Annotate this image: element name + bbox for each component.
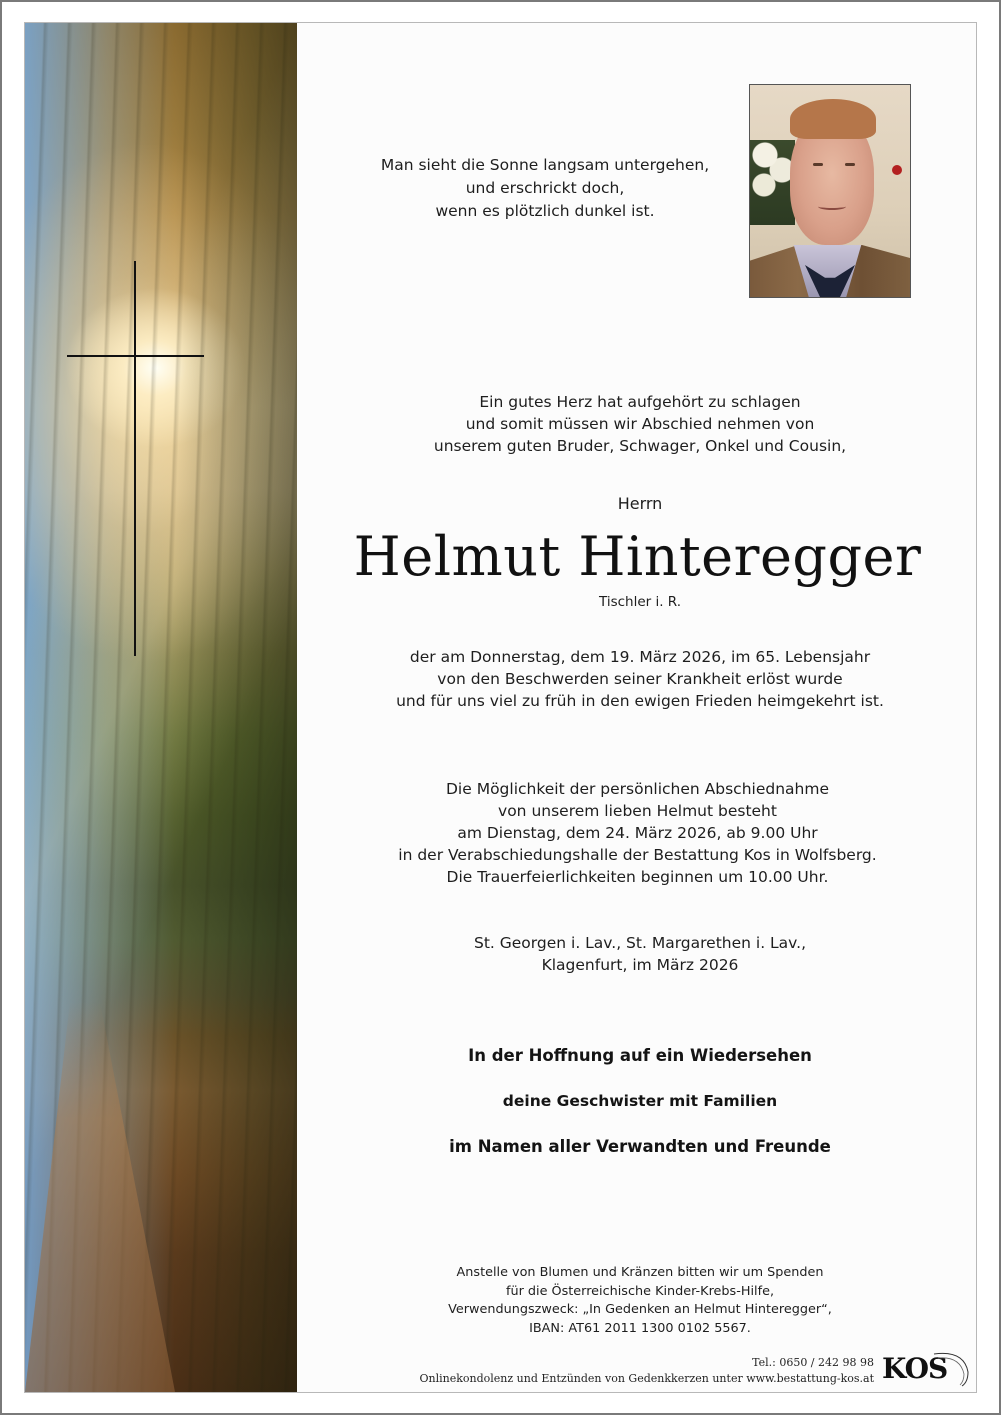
farewell-line: Die Trauerfeierlichkeiten beginnen um 10.00 Uhr. [446, 868, 829, 886]
donation-line: IBAN: AT61 2011 1300 0102 5567. [529, 1320, 751, 1336]
donation-note [340, 1264, 940, 1338]
mouth [818, 203, 846, 210]
funeral-home-phone: Tel.: 0650 / 242 98 98 [752, 1356, 874, 1369]
deceased-profession: Tischler i. R. [598, 594, 681, 610]
death-notice [340, 646, 940, 712]
forest-photo [25, 23, 297, 1392]
death-line: und für uns viel zu früh in den ewigen Frieden heimgekehrt ist. [396, 692, 884, 710]
intro-line: unserem guten Bruder, Schwager, Onkel und Cousin, [433, 437, 847, 455]
portrait-photo [749, 84, 911, 298]
farewell-line: Die Möglichkeit der persönlichen Abschiednahme [445, 780, 829, 798]
rose [892, 165, 902, 175]
intro-text [340, 391, 940, 457]
closing-family: deine Geschwister mit Familien [502, 1092, 778, 1110]
kos-logo [882, 1348, 972, 1388]
eye-left [813, 163, 823, 166]
donation-line: Verwendungszweck: „In Gedenken an Helmut Hinteregger“, [448, 1302, 832, 1317]
cross-icon-crossbar [67, 355, 204, 357]
intro-line: Ein gutes Herz hat aufgehört zu schlagen [479, 393, 801, 411]
donation-line: für die Österreichische Kinder-Krebs-Hilfe, [505, 1283, 775, 1299]
donation-line: Anstelle von Blumen und Kränzen bitten wir um Spenden [456, 1265, 824, 1280]
farewell-info [300, 778, 975, 888]
farewell-line: am Dienstag, dem 24. März 2026, ab 9.00 Uhr [457, 824, 818, 842]
motto-line: Man sieht die Sonne langsam untergehen, [380, 156, 710, 174]
kos-logo-text: KOS [882, 1352, 948, 1385]
deceased-name: Helmut Hinteregger [353, 525, 922, 588]
place-line: Klagenfurt, im März 2026 [541, 956, 739, 974]
salutation: Herrn [617, 494, 663, 513]
farewell-line: von unserem lieben Helmut besteht [498, 802, 777, 820]
hair [790, 99, 876, 139]
death-line: von den Beschwerden seiner Krankheit erlöst wurde [437, 670, 843, 688]
place-line: St. Georgen i. Lav., St. Margarethen i. Lav., [473, 934, 807, 952]
eye-right [845, 163, 855, 166]
farewell-line: in der Verabschiedungshalle der Bestattung Kos in Wolfsberg. [398, 846, 877, 864]
closing-relatives: im Namen aller Verwandten und Freunde [449, 1137, 831, 1156]
intro-line: und somit müssen wir Abschied nehmen von [465, 415, 815, 433]
motto-line: und erschrickt doch, [465, 179, 625, 197]
cross-icon [134, 261, 136, 656]
motto-line: wenn es plötzlich dunkel ist. [435, 202, 655, 220]
death-line: der am Donnerstag, dem 19. März 2026, im 65. Lebensjahr [409, 648, 871, 666]
closing-hope: In der Hoffnung auf ein Wiedersehen [468, 1046, 812, 1065]
place-date [340, 932, 940, 976]
kos-logo-arc-icon [882, 1348, 972, 1388]
online-condolence-link[interactable]: Onlinekondolenz und Entzünden von Gedenkkerzen unter www.bestattung-kos.at [419, 1372, 874, 1385]
motto-verse [325, 154, 765, 223]
